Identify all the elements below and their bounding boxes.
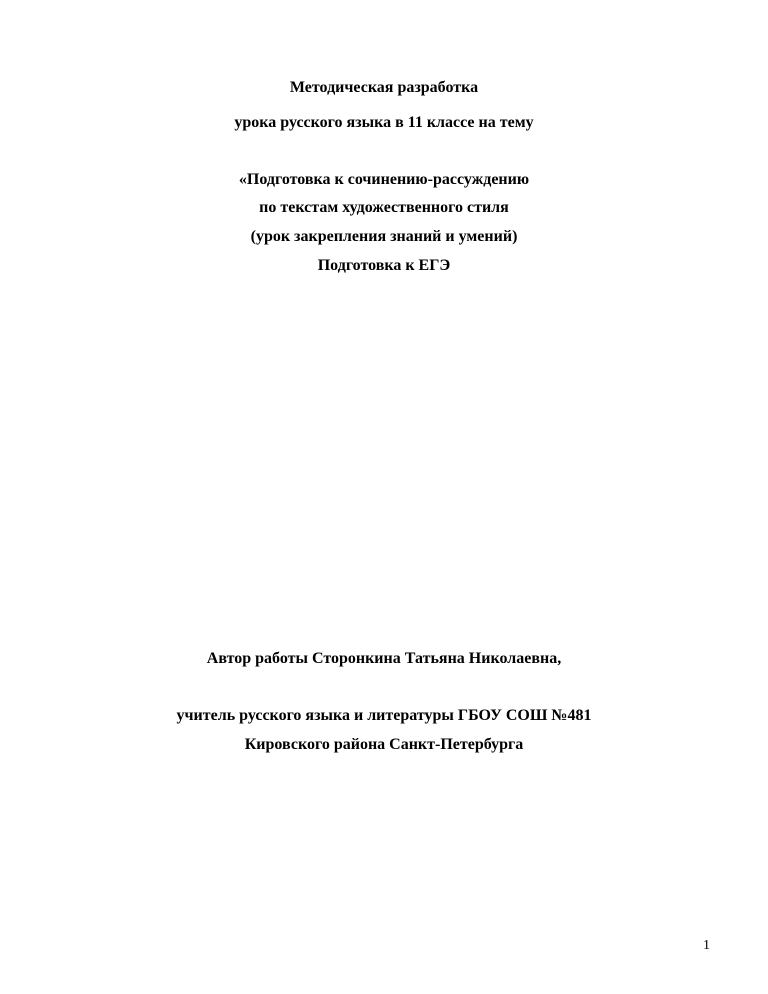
title-line-4: по текстам художественного стиля	[259, 199, 509, 216]
title-line-6: Подготовка к ЕГЭ	[317, 257, 451, 274]
page-number: 1	[703, 938, 710, 953]
title-line-5: (урок закрепления знаний и умений)	[250, 228, 518, 245]
author-position-line: учитель русского языка и литературы ГБОУ СОШ №481	[176, 707, 592, 724]
title-line-1: Методическая разработка	[289, 79, 479, 96]
author-line: Автор работы Сторонкина Татьяна Николаевна,	[206, 650, 562, 667]
author-district-line: Кировского района Санкт-Петербурга	[244, 736, 524, 753]
title-line-2: урока русского языка в 11 классе на тему	[234, 114, 534, 131]
title-line-3: «Подготовка к сочинению-рассуждению	[238, 171, 530, 188]
